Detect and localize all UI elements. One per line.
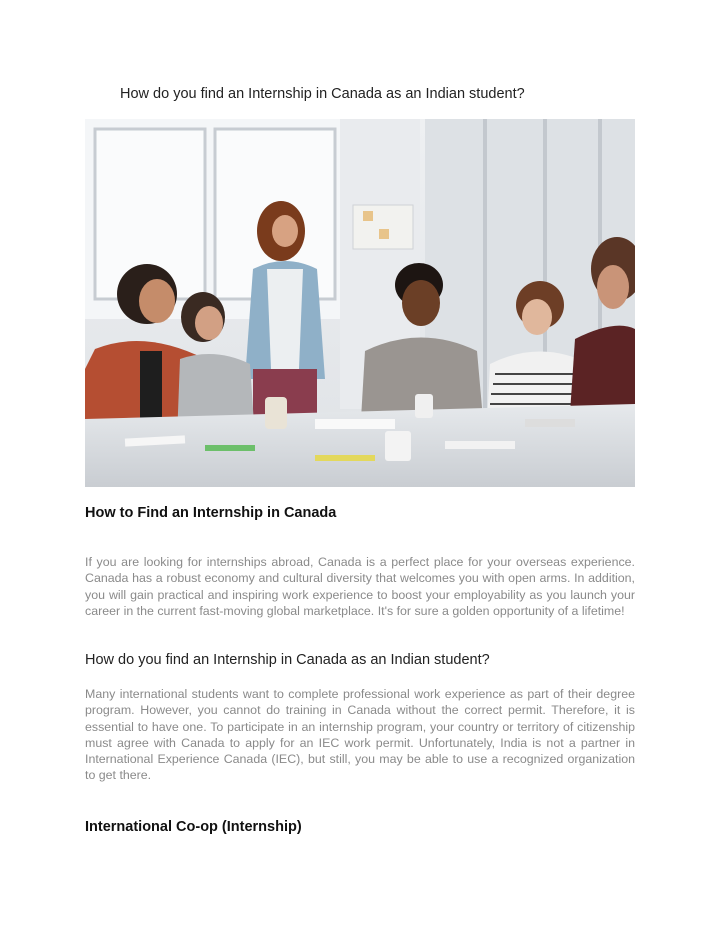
section-heading-indian-student: How do you find an Internship in Canada as an Indian student? <box>85 652 490 668</box>
section-heading-coop: International Co-op (Internship) <box>85 819 302 835</box>
office-meeting-photo <box>85 119 635 487</box>
section-heading-find-internship: How to Find an Internship in Canada <box>85 505 337 521</box>
paragraph-internships-abroad: If you are looking for internships abroad, Canada is a perfect place for your overseas experience. Canada has a robust economy and cultural diversity that welcomes you with open arms. In addition, you will gain practical and inspiring work experience to boost your employability as you launch your career in the current fast-moving global marketplace. It's for sure a golden opportunity of a lifetime! <box>85 555 635 618</box>
paragraph-international-students: Many international students want to complete professional work experience as part of their degree program. However, you cannot do training in Canada without the correct permit. Therefore, it is essential to have one. To participate in an internship program, your country or territory of citizenship must agree with Canada to apply for an IEC work permit. Unfortunately, India is not a partner in International Experience Canada (IEC), but still, you may be able to use a recognized organization to get there. <box>85 687 635 783</box>
document-title: How do you find an Internship in Canada as an Indian student? <box>120 86 525 102</box>
